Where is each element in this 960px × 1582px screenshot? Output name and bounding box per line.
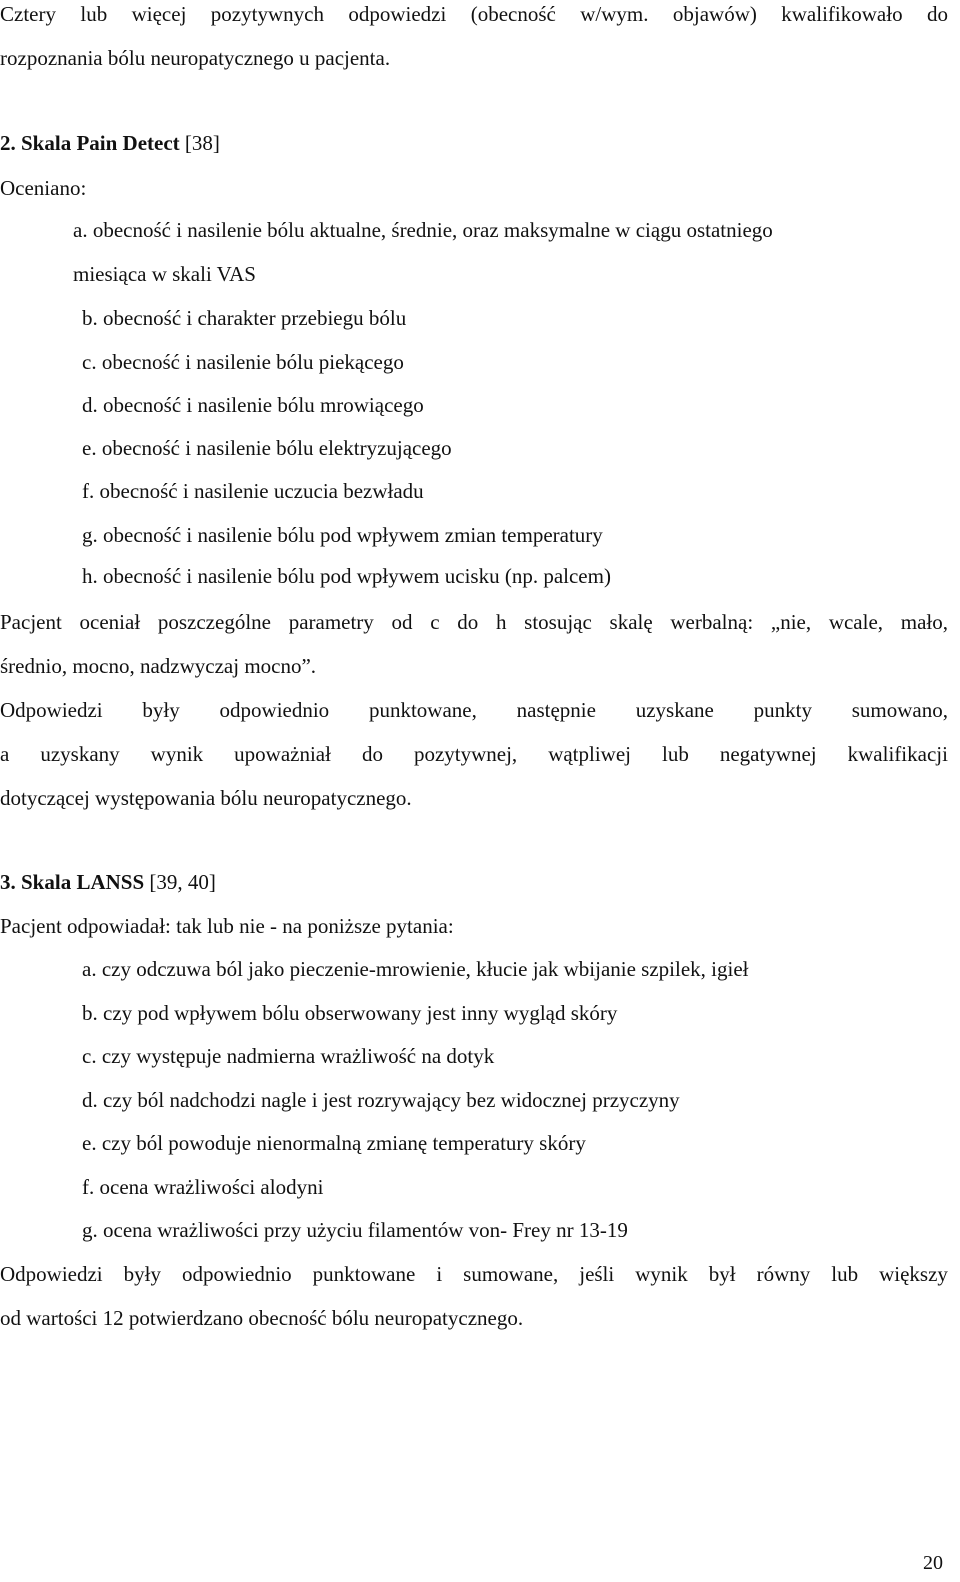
- section-3-title: Skala LANSS: [21, 870, 145, 894]
- paragraph-line: od wartości 12 potwierdzano obecność bólu neuropatycznego.: [0, 1306, 524, 1330]
- intro-line-1: Cztery lub więcej pozytywnych odpowiedzi (obecność w/wym. objawów) kwalifikowało do: [0, 2, 948, 26]
- paragraph-line: Pacjent oceniał poszczególne parametry od c do h stosując skalę werbalną: „nie, wcale, mało,: [0, 610, 948, 634]
- list-item: f. obecność i nasilenie uczucia bezwładu: [82, 479, 424, 503]
- paragraph-line: Odpowiedzi były odpowiednio punktowane, następnie uzyskane punkty sumowano,: [0, 698, 948, 722]
- section-2-title: Skala Pain Detect: [21, 131, 180, 155]
- section-2-heading: [0, 133, 220, 154]
- list-item: b. obecność i charakter przebiegu bólu: [82, 306, 407, 330]
- list-item: d. obecność i nasilenie bólu mrowiącego: [82, 393, 424, 417]
- paragraph-line: dotyczącej występowania bólu neuropatycznego.: [0, 786, 412, 810]
- list-item: h. obecność i nasilenie bólu pod wpływem ucisku (np. palcem): [82, 564, 611, 588]
- section-2-lead: Oceniano:: [0, 176, 87, 200]
- list-item: b. czy pod wpływem bólu obserwowany jest inny wygląd skóry: [82, 1001, 618, 1025]
- list-item: c. obecność i nasilenie bólu piekącego: [82, 350, 404, 374]
- page-number: 20: [923, 1552, 943, 1574]
- list-item: c. czy występuje nadmierna wrażliwość na dotyk: [82, 1044, 495, 1068]
- intro-line-2: rozpoznania bólu neuropatycznego u pacjenta.: [0, 46, 391, 70]
- section-3-ref: [39, 40]: [149, 870, 216, 894]
- section-3-lead: Pacjent odpowiadał: tak lub nie - na poniższe pytania:: [0, 914, 454, 938]
- list-item: e. obecność i nasilenie bólu elektryzującego: [82, 436, 452, 460]
- list-item: d. czy ból nadchodzi nagle i jest rozrywający bez widocznej przyczyny: [82, 1088, 680, 1112]
- section-2-number: 2.: [0, 131, 16, 155]
- list-item: a. czy odczuwa ból jako pieczenie-mrowienie, kłucie jak wbijanie szpilek, igieł: [82, 957, 749, 981]
- section-3-number: 3.: [0, 870, 16, 894]
- section-2-ref: [38]: [184, 131, 220, 155]
- list-item: g. obecność i nasilenie bólu pod wpływem zmian temperatury: [82, 523, 603, 547]
- section-3-heading: [0, 872, 216, 893]
- list-item: a. obecność i nasilenie bólu aktualne, średnie, oraz maksymalne w ciągu ostatniego: [73, 218, 773, 242]
- list-item: g. ocena wrażliwości przy użyciu filamentów von- Frey nr 13-19: [82, 1218, 628, 1242]
- paragraph-line: Odpowiedzi były odpowiednio punktowane i sumowane, jeśli wynik był równy lub większy: [0, 1262, 948, 1286]
- list-item: miesiąca w skali VAS: [73, 262, 256, 286]
- list-item: e. czy ból powoduje nienormalną zmianę temperatury skóry: [82, 1131, 586, 1155]
- paragraph-line: a uzyskany wynik upoważniał do pozytywnej, wątpliwej lub negatywnej kwalifikacji: [0, 742, 948, 766]
- list-item: f. ocena wrażliwości alodyni: [82, 1175, 324, 1199]
- paragraph-line: średnio, mocno, nadzwyczaj mocno”.: [0, 654, 317, 678]
